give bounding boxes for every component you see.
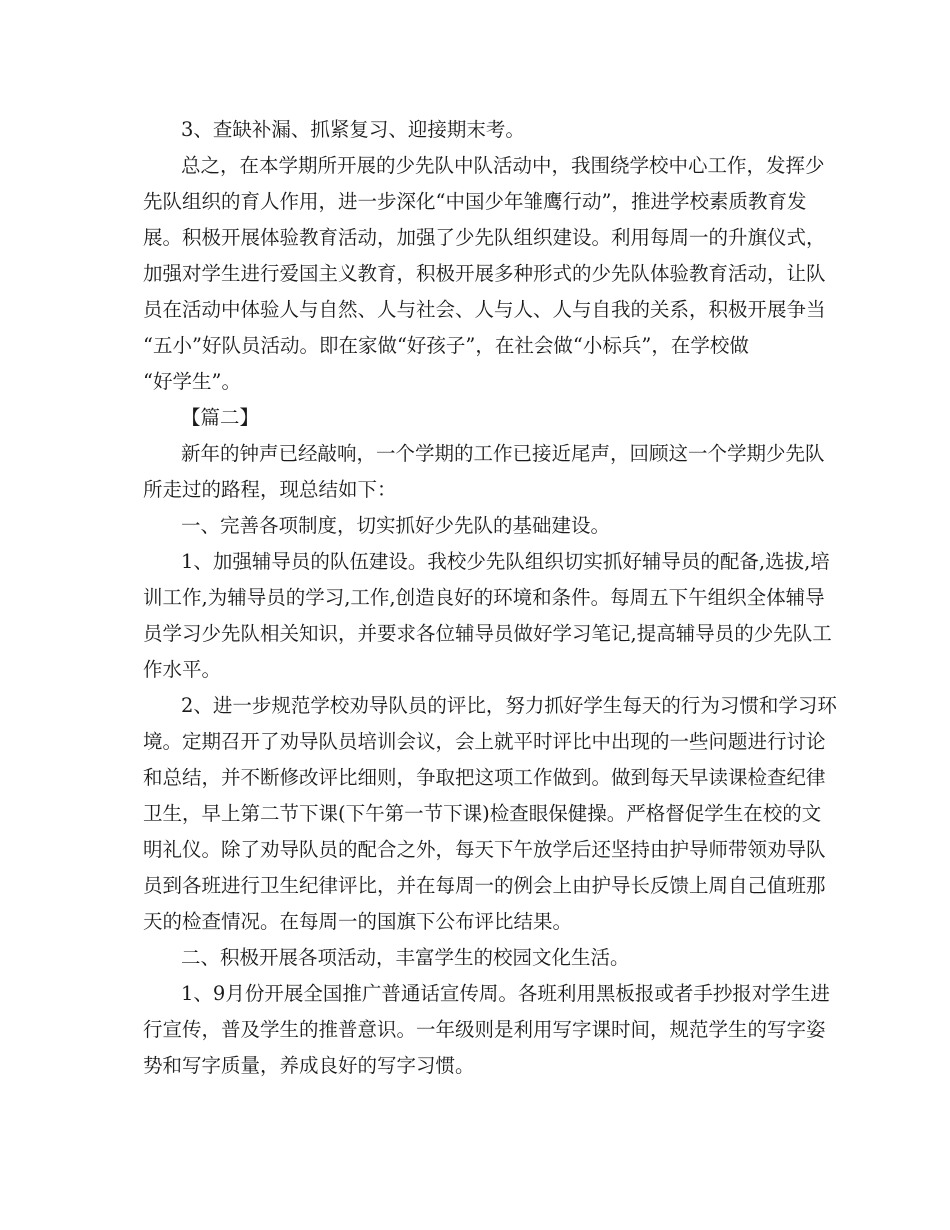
section-heading: 【篇二】 [181, 406, 260, 429]
paragraph-line: 势和写字质量，养成良好的写字习惯。 [143, 1054, 475, 1077]
section-subheading: 一、完善各项制度，切实抓好少先队的基础建设。 [181, 514, 611, 537]
paragraph-line: “五小”好队员活动。即在家做“好孩子”，在社会做“小标兵”，在学校做 [143, 334, 749, 357]
paragraph-line: 行宣传，普及学生的推普意识。一年级则是利用写字课时间，规范学生的写字姿 [143, 1018, 826, 1041]
paragraph-line: 员学习少先队相关知识，并要求各位辅导员做好学习笔记,提高辅导员的少先队工 [143, 622, 832, 645]
paragraph-line: 训工作,为辅导员的学习,工作,创造良好的环境和条件。每周五下午组织全体辅导 [143, 586, 825, 609]
paragraph-line: 明礼仪。除了劝导队员的配合之外，每天下午放学后还坚持由护导师带领劝导队 [143, 838, 826, 861]
paragraph-line: 员到各班进行卫生纪律评比，并在每周一的例会上由护导长反馈上周自己值班那 [143, 874, 826, 897]
section-subheading: 二、积极开展各项活动，丰富学生的校园文化生活。 [181, 946, 630, 969]
paragraph-line: 1、9月份开展全国推广普通话宣传周。各班利用黑板报或者手抄报对学生进 [181, 982, 830, 1005]
paragraph-line: 所走过的路程，现总结如下： [143, 478, 397, 501]
paragraph-line: 加强对学生进行爱国主义教育，积极开展多种形式的少先队体验教育活动，让队 [143, 262, 826, 285]
paragraph-line: 总之，在本学期所开展的少先队中队活动中，我围绕学校中心工作，发挥少 [181, 154, 825, 177]
paragraph-line: 1、加强辅导员的队伍建设。我校少先队组织切实抓好辅导员的配备,选拔,培 [181, 550, 830, 573]
paragraph-line: 作水平。 [143, 658, 222, 681]
paragraph-line: 境。定期召开了劝导队员培训会议，会上就平时评比中出现的一些问题进行讨论 [143, 730, 826, 753]
paragraph-line: 卫生，早上第二节下课(下午第一节下课)检查眼保健操。严格督促学生在校的文 [143, 802, 822, 825]
paragraph-line: “好学生”。 [143, 370, 241, 393]
paragraph-line: 2、进一步规范学校劝导队员的评比，努力抓好学生每天的行为习惯和学习环 [181, 694, 837, 717]
paragraph-line: 天的检查情况。在每周一的国旗下公布评比结果。 [143, 910, 573, 933]
paragraph-line: 员在活动中体验人与自然、人与社会、人与人、人与自我的关系，积极开展争当 [143, 298, 826, 321]
paragraph-line: 新年的钟声已经敲响，一个学期的工作已接近尾声，回顾这一个学期少先队 [181, 442, 825, 465]
paragraph-line: 展。积极开展体验教育活动，加强了少先队组织建设。利用每周一的升旗仪式， [143, 226, 826, 249]
list-item-review: 3、查缺补漏、抓紧复习、迎接期末考。 [181, 118, 525, 141]
paragraph-line: 先队组织的育人作用，进一步深化“中国少年雏鹰行动”，推进学校素质教育发 [143, 190, 807, 213]
paragraph-line: 和总结，并不断修改评比细则，争取把这项工作做到。做到每天早读课检查纪律 [143, 766, 826, 789]
